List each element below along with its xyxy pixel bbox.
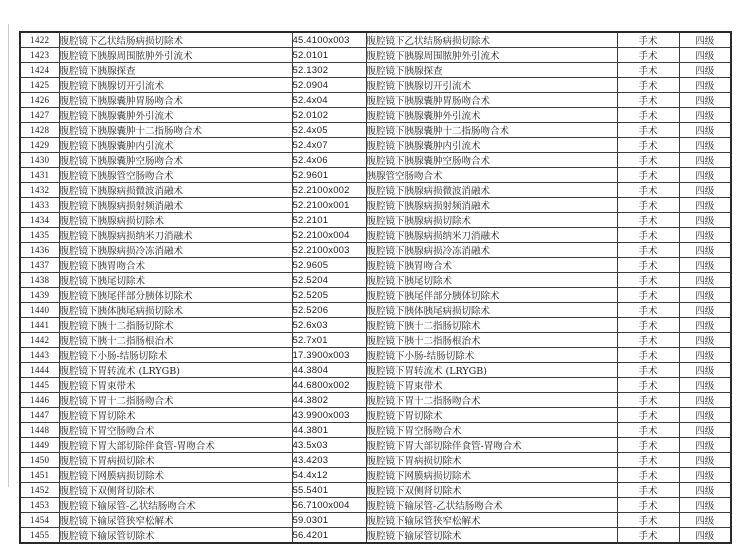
category-label: 手术 [617, 303, 679, 318]
table-row [20, 318, 731, 333]
procedure-name-2: 腹腔镜下胰腺囊肿胃肠吻合术 [366, 93, 617, 108]
row-number: 1455 [20, 528, 59, 544]
level-label: 四级 [679, 108, 731, 123]
procedure-table [19, 31, 732, 544]
category-label: 手术 [617, 438, 679, 453]
procedure-name: 腹腔镜下胰腺病损微波消融术 [59, 183, 292, 198]
procedure-name-2: 腹腔镜下小肠-结肠切除术 [366, 348, 617, 363]
procedure-code: 52.4x06 [292, 153, 366, 168]
procedure-name: 腹腔镜下胃病损切除术 [59, 453, 292, 468]
table-row [20, 408, 731, 423]
category-label: 手术 [617, 453, 679, 468]
category-label: 手术 [617, 123, 679, 138]
procedure-name-2: 腹腔镜下输尿管切除术 [366, 528, 617, 544]
table-row [20, 468, 731, 483]
procedure-name-2: 腹腔镜下胰腺周围脓肿外引流术 [366, 48, 617, 63]
category-label: 手术 [617, 498, 679, 513]
row-number: 1428 [20, 123, 59, 138]
category-label: 手术 [617, 32, 679, 48]
procedure-code: 52.2100x002 [292, 183, 366, 198]
procedure-name-2: 腹腔镜下胃切除术 [366, 408, 617, 423]
level-label: 四级 [679, 528, 731, 544]
procedure-name: 腹腔镜下胃大部切除伴食管-胃吻合术 [59, 438, 292, 453]
level-label: 四级 [679, 408, 731, 423]
table-row [20, 93, 731, 108]
procedure-name-2: 腹腔镜下胰腺病损微波消融术 [366, 183, 617, 198]
table-row [20, 123, 731, 138]
procedure-code: 17.3900x003 [292, 348, 366, 363]
page-edge-artifact [8, 24, 9, 487]
procedure-code: 44.6800x002 [292, 378, 366, 393]
procedure-name: 腹腔镜下胰腺病损射频消融术 [59, 198, 292, 213]
level-label: 四级 [679, 378, 731, 393]
procedure-name: 腹腔镜下双侧肾切除术 [59, 483, 292, 498]
row-number: 1441 [20, 318, 59, 333]
procedure-name-2: 腹腔镜下胰腺探查 [366, 63, 617, 78]
table-row [20, 378, 731, 393]
level-label: 四级 [679, 63, 731, 78]
level-label: 四级 [679, 198, 731, 213]
procedure-name-2: 腹腔镜下胰腺囊肿外引流术 [366, 108, 617, 123]
row-number: 1454 [20, 513, 59, 528]
procedure-name-2: 腹腔镜下胰十二指肠根治术 [366, 333, 617, 348]
table-row [20, 513, 731, 528]
procedure-name: 腹腔镜下输尿管-乙状结肠吻合术 [59, 498, 292, 513]
row-number: 1427 [20, 108, 59, 123]
table-row [20, 483, 731, 498]
row-number: 1445 [20, 378, 59, 393]
level-label: 四级 [679, 78, 731, 93]
procedure-name: 腹腔镜下胃十二指肠吻合术 [59, 393, 292, 408]
procedure-name-2: 腹腔镜下胰腺病损冷冻消融术 [366, 243, 617, 258]
procedure-name: 腹腔镜下乙状结肠病损切除术 [59, 32, 292, 48]
table-row [20, 198, 731, 213]
procedure-code: 52.2101 [292, 213, 366, 228]
row-number: 1435 [20, 228, 59, 243]
procedure-name-2: 腹腔镜下胰腺病损纳米刀消融术 [366, 228, 617, 243]
table-row [20, 228, 731, 243]
level-label: 四级 [679, 318, 731, 333]
procedure-name-2: 腹腔镜下胰尾伴部分胰体切除术 [366, 288, 617, 303]
row-number: 1437 [20, 258, 59, 273]
category-label: 手术 [617, 213, 679, 228]
level-label: 四级 [679, 48, 731, 63]
level-label: 四级 [679, 273, 731, 288]
level-label: 四级 [679, 288, 731, 303]
procedure-name-2: 胰腺管空肠吻合术 [366, 168, 617, 183]
row-number: 1434 [20, 213, 59, 228]
category-label: 手术 [617, 423, 679, 438]
category-label: 手术 [617, 483, 679, 498]
level-label: 四级 [679, 138, 731, 153]
procedure-code: 52.0101 [292, 48, 366, 63]
table-row [20, 333, 731, 348]
table-row [20, 213, 731, 228]
procedure-name-2: 腹腔镜下胰腺囊肿内引流术 [366, 138, 617, 153]
category-label: 手术 [617, 168, 679, 183]
procedure-name: 腹腔镜下胰腺囊肿十二指肠吻合术 [59, 123, 292, 138]
row-number: 1451 [20, 468, 59, 483]
row-number: 1439 [20, 288, 59, 303]
procedure-name-2: 腹腔镜下胰腺病损射频消融术 [366, 198, 617, 213]
procedure-code: 52.4x05 [292, 123, 366, 138]
procedure-code: 52.9605 [292, 258, 366, 273]
row-number: 1430 [20, 153, 59, 168]
level-label: 四级 [679, 498, 731, 513]
procedure-name: 腹腔镜下胰尾切除术 [59, 273, 292, 288]
category-label: 手术 [617, 348, 679, 363]
row-number: 1429 [20, 138, 59, 153]
level-label: 四级 [679, 93, 731, 108]
level-label: 四级 [679, 153, 731, 168]
table-row [20, 48, 731, 63]
procedure-name: 腹腔镜下胃空肠吻合术 [59, 423, 292, 438]
row-number: 1438 [20, 273, 59, 288]
procedure-name-2: 腹腔镜下乙状结肠病损切除术 [366, 32, 617, 48]
category-label: 手术 [617, 243, 679, 258]
row-number: 1449 [20, 438, 59, 453]
category-label: 手术 [617, 333, 679, 348]
procedure-code: 44.3802 [292, 393, 366, 408]
procedure-code: 52.2100x004 [292, 228, 366, 243]
category-label: 手术 [617, 48, 679, 63]
procedure-name: 腹腔镜下胰尾伴部分胰体切除术 [59, 288, 292, 303]
procedure-code: 44.3804 [292, 363, 366, 378]
table-row [20, 288, 731, 303]
row-number: 1446 [20, 393, 59, 408]
procedure-name-2: 腹腔镜下双侧肾切除术 [366, 483, 617, 498]
category-label: 手术 [617, 108, 679, 123]
category-label: 手术 [617, 138, 679, 153]
level-label: 四级 [679, 483, 731, 498]
procedure-name: 腹腔镜下胰腺病损切除术 [59, 213, 292, 228]
procedure-code: 52.9601 [292, 168, 366, 183]
level-label: 四级 [679, 243, 731, 258]
level-label: 四级 [679, 393, 731, 408]
procedure-name: 腹腔镜下输尿管狭窄松解术 [59, 513, 292, 528]
procedure-code: 52.2100x003 [292, 243, 366, 258]
row-number: 1422 [20, 32, 59, 48]
procedure-name-2: 腹腔镜下胃大部切除伴食管-胃吻合术 [366, 438, 617, 453]
row-number: 1424 [20, 63, 59, 78]
procedure-name: 腹腔镜下胰腺囊肿外引流术 [59, 108, 292, 123]
row-number: 1433 [20, 198, 59, 213]
category-label: 手术 [617, 228, 679, 243]
row-number: 1432 [20, 183, 59, 198]
procedure-name: 腹腔镜下胰腺囊肿内引流术 [59, 138, 292, 153]
category-label: 手术 [617, 393, 679, 408]
category-label: 手术 [617, 78, 679, 93]
procedure-code: 52.1302 [292, 63, 366, 78]
procedure-name-2: 腹腔镜下胰体胰尾病损切除术 [366, 303, 617, 318]
level-label: 四级 [679, 228, 731, 243]
procedure-code: 52.4x04 [292, 93, 366, 108]
level-label: 四级 [679, 168, 731, 183]
row-number: 1442 [20, 333, 59, 348]
procedure-name: 腹腔镜下胰腺探查 [59, 63, 292, 78]
table-row [20, 243, 731, 258]
procedure-name-2: 腹腔镜下胰尾切除术 [366, 273, 617, 288]
row-number: 1436 [20, 243, 59, 258]
procedure-code: 52.7x01 [292, 333, 366, 348]
procedure-code: 52.0102 [292, 108, 366, 123]
procedure-name-2: 腹腔镜下输尿管狭窄松解术 [366, 513, 617, 528]
procedure-name: 腹腔镜下胰腺切开引流术 [59, 78, 292, 93]
procedure-name-2: 腹腔镜下网膜病损切除术 [366, 468, 617, 483]
procedure-name: 腹腔镜下小肠-结肠切除术 [59, 348, 292, 363]
row-number: 1448 [20, 423, 59, 438]
procedure-name: 腹腔镜下胰腺周围脓肿外引流术 [59, 48, 292, 63]
row-number: 1440 [20, 303, 59, 318]
category-label: 手术 [617, 408, 679, 423]
row-number: 1452 [20, 483, 59, 498]
procedure-code: 52.2100x001 [292, 198, 366, 213]
level-label: 四级 [679, 438, 731, 453]
row-number: 1443 [20, 348, 59, 363]
procedure-code: 43.9900x003 [292, 408, 366, 423]
level-label: 四级 [679, 453, 731, 468]
table-row [20, 108, 731, 123]
procedure-name: 腹腔镜下胃束带术 [59, 378, 292, 393]
procedure-code: 52.5206 [292, 303, 366, 318]
table-row [20, 438, 731, 453]
table-row [20, 153, 731, 168]
table-row [20, 498, 731, 513]
procedure-code: 43.5x03 [292, 438, 366, 453]
row-number: 1426 [20, 93, 59, 108]
procedure-name-2: 腹腔镜下胰胃吻合术 [366, 258, 617, 273]
procedure-code: 52.0904 [292, 78, 366, 93]
category-label: 手术 [617, 93, 679, 108]
procedure-code: 45.4100x003 [292, 32, 366, 48]
procedure-name-2: 腹腔镜下胃病损切除术 [366, 453, 617, 468]
procedure-code: 52.6x03 [292, 318, 366, 333]
procedure-name: 腹腔镜下胰十二指肠根治术 [59, 333, 292, 348]
level-label: 四级 [679, 348, 731, 363]
row-number: 1453 [20, 498, 59, 513]
procedure-name: 腹腔镜下胰体胰尾病损切除术 [59, 303, 292, 318]
procedure-name-2: 腹腔镜下胰腺病损切除术 [366, 213, 617, 228]
category-label: 手术 [617, 288, 679, 303]
category-label: 手术 [617, 528, 679, 544]
table-row [20, 363, 731, 378]
level-label: 四级 [679, 123, 731, 138]
level-label: 四级 [679, 468, 731, 483]
table-row [20, 393, 731, 408]
level-label: 四级 [679, 333, 731, 348]
level-label: 四级 [679, 513, 731, 528]
procedure-name: 腹腔镜下输尿管切除术 [59, 528, 292, 544]
level-label: 四级 [679, 258, 731, 273]
table-row [20, 78, 731, 93]
table-row [20, 303, 731, 318]
category-label: 手术 [617, 513, 679, 528]
table-row [20, 453, 731, 468]
level-label: 四级 [679, 213, 731, 228]
procedure-name-2: 腹腔镜下胃转流术 (LRYGB) [366, 363, 617, 378]
procedure-name-2: 腹腔镜下胃十二指肠吻合术 [366, 393, 617, 408]
row-number: 1423 [20, 48, 59, 63]
procedure-name-2: 腹腔镜下胰腺囊肿空肠吻合术 [366, 153, 617, 168]
procedure-name: 腹腔镜下胰腺囊肿空肠吻合术 [59, 153, 292, 168]
category-label: 手术 [617, 183, 679, 198]
level-label: 四级 [679, 303, 731, 318]
procedure-name: 腹腔镜下胃切除术 [59, 408, 292, 423]
procedure-name: 腹腔镜下胰腺管空肠吻合术 [59, 168, 292, 183]
procedure-name-2: 腹腔镜下胃束带术 [366, 378, 617, 393]
row-number: 1431 [20, 168, 59, 183]
procedure-name: 腹腔镜下胰腺病损纳米刀消融术 [59, 228, 292, 243]
table-row [20, 32, 731, 48]
procedure-name-2: 腹腔镜下胰腺囊肿十二指肠吻合术 [366, 123, 617, 138]
table-row [20, 273, 731, 288]
table-row [20, 258, 731, 273]
table-row [20, 423, 731, 438]
procedure-code: 52.4x07 [292, 138, 366, 153]
table-row [20, 528, 731, 544]
category-label: 手术 [617, 363, 679, 378]
category-label: 手术 [617, 153, 679, 168]
category-label: 手术 [617, 273, 679, 288]
procedure-code: 52.5204 [292, 273, 366, 288]
procedure-code: 54.4x12 [292, 468, 366, 483]
procedure-name: 腹腔镜下胰腺囊肿胃肠吻合术 [59, 93, 292, 108]
level-label: 四级 [679, 423, 731, 438]
category-label: 手术 [617, 378, 679, 393]
table-row [20, 348, 731, 363]
procedure-name-2: 腹腔镜下输尿管-乙状结肠吻合术 [366, 498, 617, 513]
row-number: 1425 [20, 78, 59, 93]
procedure-name: 腹腔镜下胰胃吻合术 [59, 258, 292, 273]
table-row [20, 63, 731, 78]
procedure-name: 腹腔镜下胰十二指肠切除术 [59, 318, 292, 333]
procedure-name-2: 腹腔镜下胃空肠吻合术 [366, 423, 617, 438]
procedure-name-2: 腹腔镜下胰腺切开引流术 [366, 78, 617, 93]
procedure-name-2: 腹腔镜下胰十二指肠切除术 [366, 318, 617, 333]
row-number: 1444 [20, 363, 59, 378]
procedure-code: 43.4203 [292, 453, 366, 468]
category-label: 手术 [617, 318, 679, 333]
procedure-name: 腹腔镜下胃转流术 (LRYGB) [59, 363, 292, 378]
procedure-code: 56.4201 [292, 528, 366, 544]
procedure-code: 55.5401 [292, 483, 366, 498]
procedure-code: 59.0301 [292, 513, 366, 528]
category-label: 手术 [617, 63, 679, 78]
category-label: 手术 [617, 198, 679, 213]
procedure-name: 腹腔镜下胰腺病损冷冻消融术 [59, 243, 292, 258]
level-label: 四级 [679, 183, 731, 198]
level-label: 四级 [679, 32, 731, 48]
procedure-name: 腹腔镜下网膜病损切除术 [59, 468, 292, 483]
table-row [20, 138, 731, 153]
procedure-code: 44.3801 [292, 423, 366, 438]
procedure-code: 56.7100x004 [292, 498, 366, 513]
category-label: 手术 [617, 468, 679, 483]
level-label: 四级 [679, 363, 731, 378]
category-label: 手术 [617, 258, 679, 273]
row-number: 1447 [20, 408, 59, 423]
table-row [20, 183, 731, 198]
table-row [20, 168, 731, 183]
row-number: 1450 [20, 453, 59, 468]
procedure-code: 52.5205 [292, 288, 366, 303]
